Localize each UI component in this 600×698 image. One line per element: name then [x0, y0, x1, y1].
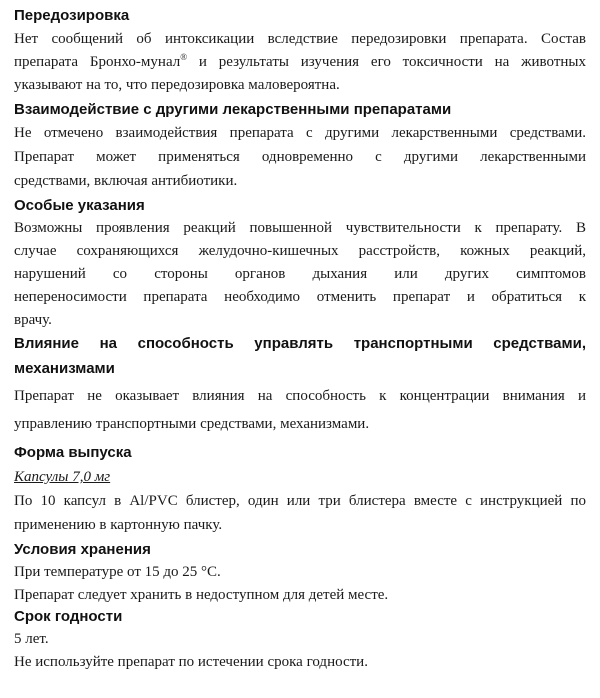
overdose-text-line: указывают на то, что передозировка маловероятна. [14, 77, 340, 93]
interaction-text-line: Не отмечено взаимодействия препарата с другими лекарственными средствами. [14, 125, 586, 141]
special-text-line: случае сохраняющихся желудочно-кишечных расстройств, кожных реакций, [14, 243, 586, 259]
storage-heading: Условия хранения [14, 541, 151, 558]
form-subheading [14, 468, 110, 487]
storage-text-line: Препарат следует хранить в недоступном для детей месте. [14, 587, 389, 603]
capsules-label: Капсулы 7,0 мг [14, 469, 111, 485]
special-text-line: нарушений со стороны органов дыхания или других симптомов [14, 266, 586, 282]
product-name: препарата Бронхо-мунал [14, 54, 181, 70]
interaction-text-line: Препарат может применяться одновременно с другими лекарственными [14, 149, 586, 165]
storage-text-line: При температуре от 15 до 25 °С. [14, 564, 221, 580]
registered-mark: ® [180, 52, 188, 62]
form-heading: Форма выпуска [14, 444, 132, 461]
overdose-heading: Передозировка [14, 7, 130, 24]
form-text-line: применению в картонную пачку. [14, 517, 223, 533]
shelf-life-heading: Срок годности [14, 608, 123, 625]
interaction-heading: Взаимодействие с другими лекарственными препаратами [14, 101, 452, 118]
special-text-line: врачу. [14, 312, 52, 328]
driving-text-line: Препарат не оказывает влияния на способность к концентрации внимания и [14, 388, 586, 404]
form-text-line: По 10 капсул в Al/PVC блистер, один или три блистера вместе с инструкцией по [14, 493, 586, 509]
interaction-text-line: средствами, включая антибиотики. [14, 173, 238, 189]
special-text-line: непереносимости препарата необходимо отменить препарат и обратиться к [14, 289, 586, 305]
overdose-text-line [14, 53, 586, 72]
overdose-text-line: Нет сообщений об интоксикации вследствие передозировки препарата. Состав [14, 31, 586, 47]
shelf-life-text-line: Не используйте препарат по истечении срока годности. [14, 654, 368, 670]
special-text-line: Возможны проявления реакций повышенной чувствительности к препарату. В [14, 220, 586, 236]
driving-heading-continued: механизмами [14, 360, 115, 377]
shelf-life-text-line: 5 лет. [14, 631, 49, 647]
special-heading: Особые указания [14, 197, 145, 214]
driving-heading: Влияние на способность управлять транспортными средствами, [14, 335, 586, 352]
overdose-text-fragment: и результаты изучения его токсичности на животных [187, 54, 586, 70]
driving-text-line: управлению транспортными средствами, механизмами. [14, 416, 370, 432]
